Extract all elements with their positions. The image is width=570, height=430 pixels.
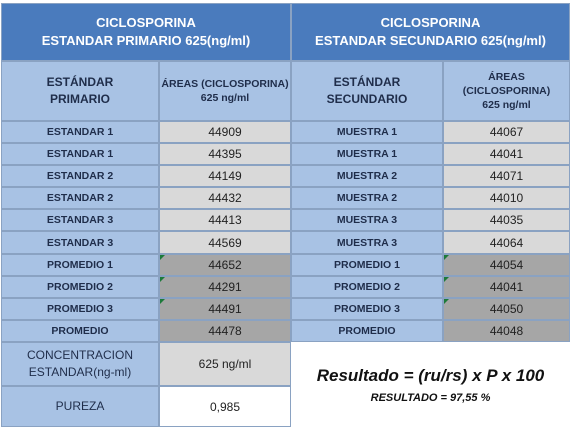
purity-label: PUREZA — [1, 386, 159, 427]
secondary-label-cell: MUESTRA 2 — [291, 187, 443, 209]
average-value-cell: 44491 — [159, 298, 291, 320]
average-value-cell: 44291 — [159, 276, 291, 298]
average-label-cell: PROMEDIO 3 — [291, 298, 443, 320]
col2-line2: 625 ng/ml — [200, 92, 250, 104]
col-header-secondary-standard — [291, 61, 443, 121]
primary-area-cell: 44395 — [159, 143, 291, 165]
average-value-cell: 44041 — [443, 276, 570, 298]
primary-standard-header — [1, 3, 291, 61]
result-value: RESULTADO = 97,55 % — [370, 391, 491, 404]
col3-line2: SECUNDARIO — [326, 92, 408, 106]
secondary-area-cell: 44041 — [443, 143, 570, 165]
primary-header-line1: CICLOSPORINA — [96, 15, 196, 30]
col1-line2: PRIMARIO — [50, 92, 110, 106]
primary-area-cell: 44149 — [159, 165, 291, 187]
secondary-area-cell: 44071 — [443, 165, 570, 187]
average-value-cell: 44054 — [443, 254, 570, 276]
primary-area-cell: 44569 — [159, 231, 291, 254]
primary-label-cell: ESTANDAR 3 — [1, 209, 159, 231]
concentration-label-line1: CONCENTRACION — [26, 348, 133, 362]
secondary-label-cell: MUESTRA 1 — [291, 143, 443, 165]
col-header-primary-areas — [159, 61, 291, 121]
col-header-secondary-areas — [443, 61, 570, 121]
overall-average-label: PROMEDIO — [291, 320, 443, 342]
concentration-value: 625 ng/ml — [159, 342, 291, 386]
secondary-label-cell: MUESTRA 2 — [291, 165, 443, 187]
col2-line1: ÁREAS (CICLOSPORINA) — [161, 78, 289, 90]
secondary-label-cell: MUESTRA 3 — [291, 231, 443, 254]
col4-line2: (CICLOSPORINA) — [462, 85, 551, 97]
average-label-cell: PROMEDIO 1 — [291, 254, 443, 276]
primary-label-cell: ESTANDAR 1 — [1, 143, 159, 165]
secondary-area-cell: 44010 — [443, 187, 570, 209]
col1-line1: ESTÁNDAR — [46, 75, 114, 89]
secondary-header-line1: CICLOSPORINA — [380, 15, 481, 30]
average-label-cell: PROMEDIO 3 — [1, 298, 159, 320]
overall-average-value: 44478 — [159, 320, 291, 342]
average-value-cell: 44050 — [443, 298, 570, 320]
primary-label-cell: ESTANDAR 2 — [1, 187, 159, 209]
results-sheet — [1, 3, 570, 427]
secondary-label-cell: MUESTRA 1 — [291, 121, 443, 143]
secondary-area-cell: 44064 — [443, 231, 570, 254]
col3-line1: ESTÁNDAR — [333, 75, 401, 89]
primary-header-line2: ESTANDAR PRIMARIO 625(ng/ml) — [41, 33, 251, 48]
col-header-primary-standard — [1, 61, 159, 121]
secondary-area-cell: 44067 — [443, 121, 570, 143]
primary-label-cell: ESTANDAR 2 — [1, 165, 159, 187]
result-formula: Resultado = (ru/rs) x P x 100 — [316, 365, 545, 385]
purity-value: 0,985 — [159, 386, 291, 427]
primary-label-cell: ESTANDAR 3 — [1, 231, 159, 254]
average-label-cell: PROMEDIO 2 — [1, 276, 159, 298]
col4-line1: ÁREAS — [488, 71, 525, 83]
average-label-cell: PROMEDIO 1 — [1, 254, 159, 276]
secondary-area-cell: 44035 — [443, 209, 570, 231]
overall-average-value: 44048 — [443, 320, 570, 342]
primary-label-cell: ESTANDAR 1 — [1, 121, 159, 143]
overall-average-label: PROMEDIO — [1, 320, 159, 342]
primary-area-cell: 44413 — [159, 209, 291, 231]
secondary-label-cell: MUESTRA 3 — [291, 209, 443, 231]
concentration-label — [1, 342, 159, 386]
average-label-cell: PROMEDIO 2 — [291, 276, 443, 298]
concentration-label-line2: ESTANDAR(ng-ml) — [28, 365, 132, 379]
average-value-cell: 44652 — [159, 254, 291, 276]
secondary-standard-header — [291, 3, 570, 61]
secondary-header-line2: ESTANDAR SECUNDARIO 625(ng/ml) — [315, 33, 546, 48]
primary-area-cell: 44909 — [159, 121, 291, 143]
col4-line3: 625 ng/ml — [482, 99, 531, 111]
primary-area-cell: 44432 — [159, 187, 291, 209]
result-formula-box — [291, 342, 570, 427]
